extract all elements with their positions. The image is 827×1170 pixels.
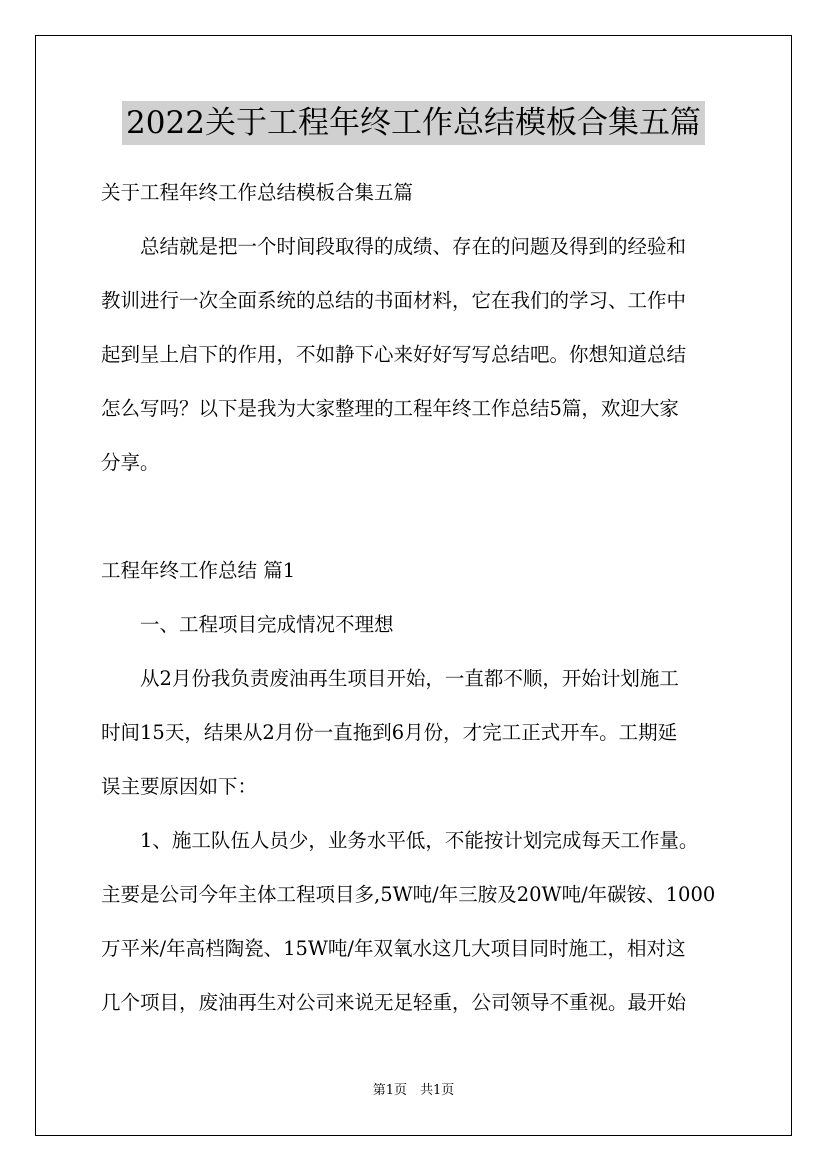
body-line: 万平米/年高档陶瓷、15W吨/年双氧水这几大项目同时施工，相对这	[101, 937, 686, 960]
intro-line: 分享。	[101, 451, 160, 474]
section-subheading: 一、工程项目完成情况不理想	[101, 613, 394, 636]
title-container	[0, 101, 827, 145]
page-footer: 第1页 共1页	[372, 1083, 455, 1098]
body-line: 1、施工队伍人员少，业务水平低，不能按计划完成每天工作量。	[101, 829, 699, 852]
document-title: 2022关于工程年终工作总结模板合集五篇	[122, 101, 705, 145]
document-subtitle: 关于工程年终工作总结模板合集五篇	[101, 181, 414, 204]
intro-line: 怎么写吗？以下是我为大家整理的工程年终工作总结5篇，欢迎大家	[101, 397, 679, 420]
intro-line: 起到呈上启下的作用，不如静下心来好好写写总结吧。你想知道总结	[101, 343, 687, 366]
body-line: 时间15天，结果从2月份一直拖到6月份，才完工正式开车。工期延	[101, 721, 678, 744]
body-line: 从2月份我负责废油再生项目开始，一直都不顺，开始计划施工	[101, 667, 679, 690]
body-line: 误主要原因如下：	[101, 775, 258, 798]
intro-line: 总结就是把一个时间段取得的成绩、存在的问题及得到的经验和	[101, 235, 687, 258]
section-heading: 工程年终工作总结 篇1	[101, 559, 296, 582]
body-line: 主要是公司今年主体工程项目多,5W吨/年三胺及20W吨/年碳铵、1000	[101, 883, 716, 906]
intro-line: 教训进行一次全面系统的总结的书面材料，它在我们的学习、工作中	[101, 289, 687, 312]
body-line: 几个项目，废油再生对公司来说无足轻重，公司领导不重视。最开始	[101, 991, 687, 1014]
